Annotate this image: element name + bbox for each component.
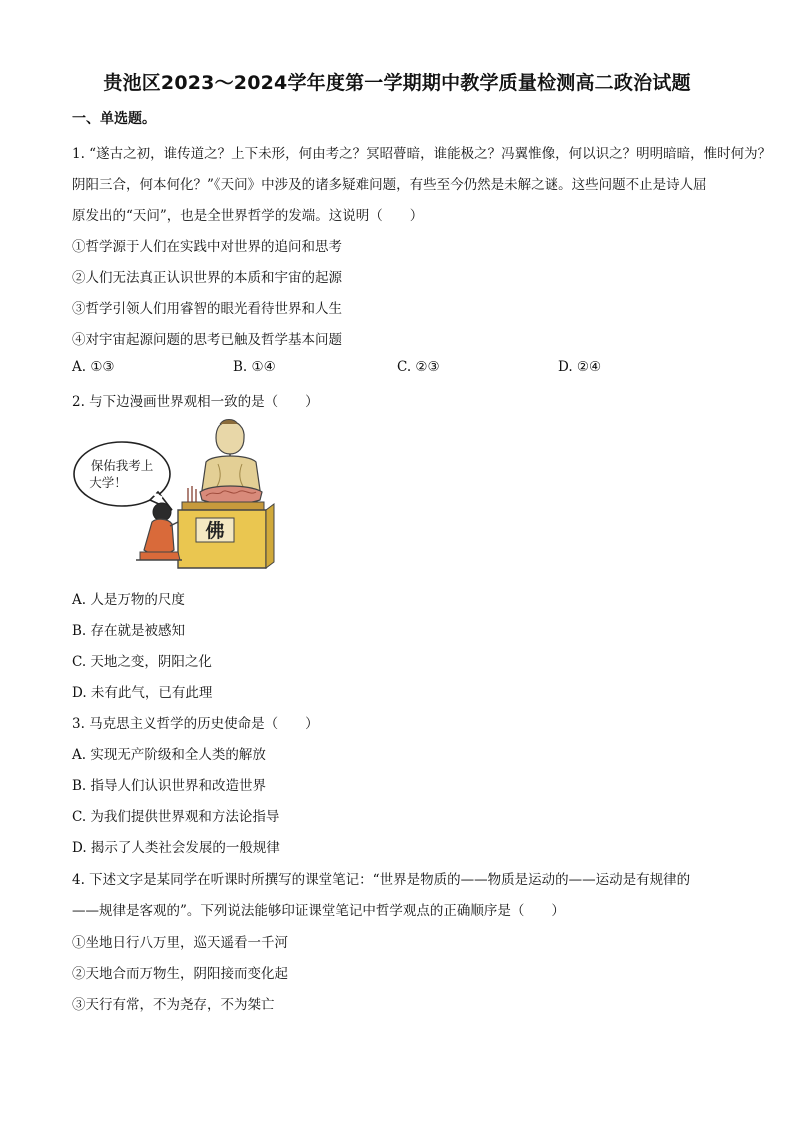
- student-body: [144, 519, 174, 554]
- q1-item-1: ①哲学源于人们在实践中对世界的追问和思考: [72, 239, 342, 255]
- q1-stem-line-3: 原发出的“天问”，也是全世界哲学的发端。这说明（ ）: [72, 208, 424, 224]
- q2-option-d: D. 未有此气，已有此理: [72, 685, 213, 701]
- q1-item-2: ②人们无法真正认识世界的本质和宇宙的起源: [72, 270, 342, 286]
- q1-stem-line-2: 阴阳三合，何本何化？”《天问》中涉及的诸多疑难问题，有些至今仍然是未解之谜。这些问题不止是诗人屈: [72, 177, 707, 193]
- altar-character: 佛: [205, 520, 225, 542]
- q3-option-c: C. 为我们提供世界观和方法论指导: [72, 809, 280, 825]
- q4-stem-line-1: 4. 下述文字是某同学在听课时所撰写的课堂笔记：“世界是物质的——物质是运动的——运动是有规律的: [72, 872, 691, 888]
- q1-item-3: ③哲学引领人们用睿智的眼光看待世界和人生: [72, 301, 342, 317]
- buddha-head: [216, 422, 244, 454]
- q2-option-c: C. 天地之变，阴阳之化: [72, 654, 212, 670]
- q4-item-2: ②天地合而万物生，阴阳接而变化起: [72, 966, 288, 982]
- q1-option-d: D. ②④: [558, 359, 602, 375]
- section-heading: 一、单选题。: [72, 111, 156, 127]
- q1-option-a: A. ①③: [72, 359, 115, 375]
- q3-option-a: A. 实现无产阶级和全人类的解放: [72, 747, 266, 763]
- q1-stem-line-1: 1. “遂古之初，谁传道之？上下未形，何由考之？冥昭瞢暗，谁能极之？冯翼惟像，何以识之？明明暗暗，惟时何为？: [72, 146, 772, 162]
- q1-option-c: C. ②③: [397, 359, 440, 375]
- q1-item-4: ④对宇宙起源问题的思考已触及哲学基本问题: [72, 332, 342, 348]
- q2-stem: 2. 与下边漫画世界观相一致的是（ ）: [72, 394, 319, 410]
- speech-text-line-1: 保佑我考上: [90, 458, 154, 473]
- buddha-cartoon: [70, 418, 280, 574]
- q2-option-b: B. 存在就是被感知: [72, 623, 186, 639]
- q4-item-1: ①坐地日行八万里，巡天遥看一千河: [72, 935, 288, 951]
- student-head: [153, 503, 171, 521]
- q1-option-b: B. ①④: [233, 359, 276, 375]
- q4-item-3: ③天行有常，不为尧存，不为桀亡: [72, 997, 275, 1013]
- speech-text-line-2: 大学！: [89, 475, 127, 490]
- page-title: 贵池区2023～2024学年度第一学期期中教学质量检测高二政治试题: [103, 72, 691, 94]
- q3-stem: 3. 马克思主义哲学的历史使命是（ ）: [72, 716, 319, 732]
- q4-stem-line-2: ——规律是客观的”。下列说法能够印证课堂笔记中哲学观点的正确顺序是（ ）: [72, 903, 565, 919]
- q3-option-b: B. 指导人们认识世界和改造世界: [72, 778, 267, 794]
- q2-option-a: A. 人是万物的尺度: [72, 592, 185, 608]
- q3-option-d: D. 揭示了人类社会发展的一般规律: [72, 840, 280, 856]
